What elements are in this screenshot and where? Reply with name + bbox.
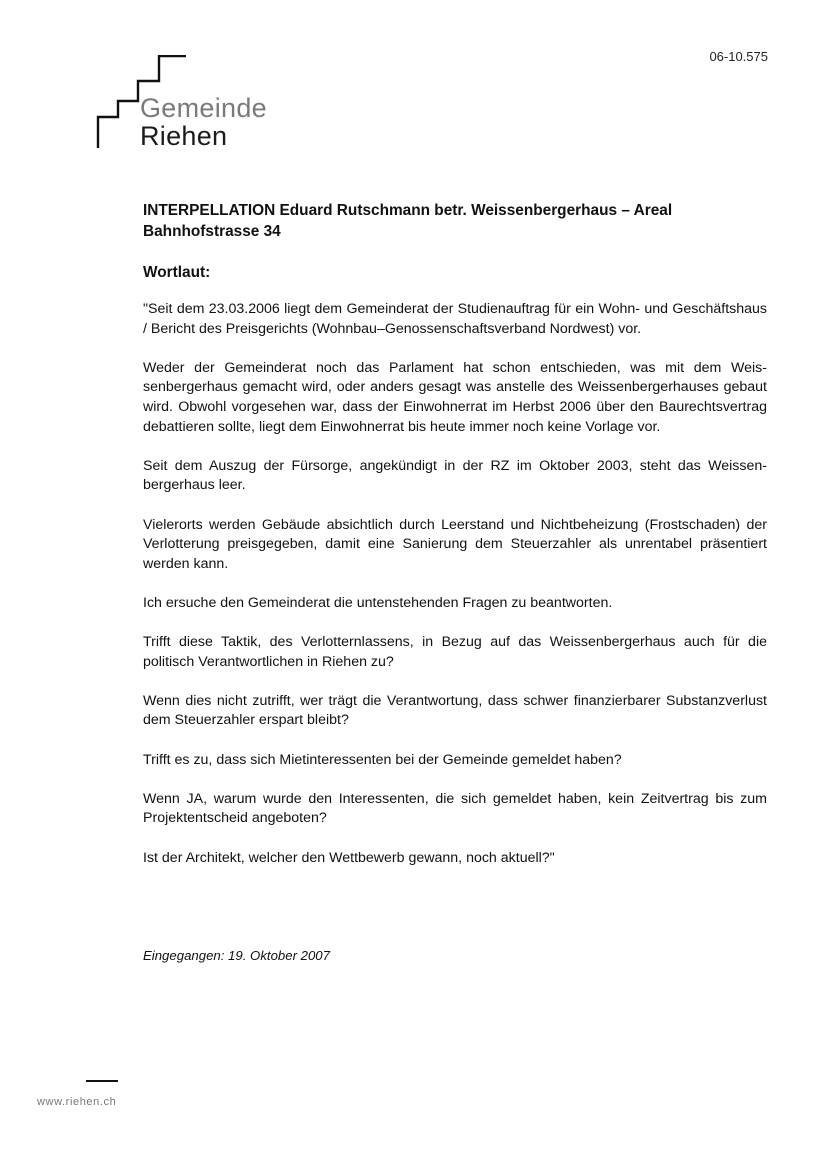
paragraph: Weder der Gemeinderat noch das Parlament hat schon entschieden, was mit dem Weissenbergerhaus gemacht wird, oder anders gesagt was anstelle des Weissenbergerhauses gebaut wird. Obwohl vorgesehen war, dass der Einwohnerrat im Herbst 2006 über den Baurechtsvertrag debattieren sollte, liegt dem Einwohnerrat bis heute immer noch keine Vorlage vor. [143, 359, 767, 435]
footer-website-url: www.riehen.ch [37, 1096, 117, 1108]
received-date: Eingegangen: 19. Oktober 2007 [143, 948, 330, 963]
document-body [143, 200, 767, 888]
paragraph: Vielerorts werden Gebäude absichtlich durch Leerstand und Nichtbeheizung (Frostschaden) der Verlotterung preisgegeben, damit eine Sanierung dem Steuerzahler als unrentabel präsentiert werden kann. [143, 516, 767, 572]
section-heading: Wortlaut: [143, 264, 211, 281]
paragraph: "Seit dem 23.03.2006 liegt dem Gemeinderat der Studienauftrag für ein Wohn- und Geschäftshaus / Bericht des Preisgerichts (Wohnbau–Genossenschaftsverband Nordwest) vor. [143, 301, 767, 337]
paragraph: Ich ersuche den Gemeinderat die untenstehenden Fragen zu beantworten. [143, 594, 613, 611]
paragraph: Seit dem Auszug der Fürsorge, angekündigt in der RZ im Oktober 2003, steht das Weissenbergerhaus leer. [143, 457, 767, 494]
document-title [143, 200, 767, 242]
paragraph: Wenn JA, warum wurde den Interessenten, die sich gemeldet haben, kein Zeitvertrag bis zum Projektentscheid angeboten? [143, 790, 767, 827]
logo-text-gemeinde: Gemeinde [140, 93, 267, 123]
paragraph: Ist der Architekt, welcher den Wettbewerb gewann, noch aktuell?" [143, 849, 555, 866]
logo-text-riehen: Riehen [140, 121, 228, 151]
paragraph: Trifft diese Taktik, des Verlotternlassens, in Bezug auf das Weissenbergerhaus auch für die politisch Verantwortlichen in Riehen zu? [143, 634, 767, 670]
paragraph: Wenn dies nicht zutrifft, wer trägt die Verantwortung, dass schwer finanzierbarer Substanzverlust dem Steuerzahler erspart bleibt? [143, 692, 767, 729]
reference-number: 06-10.575 [709, 49, 768, 64]
title-line-2: Bahnhofstrasse 34 [143, 223, 281, 240]
footer-divider [86, 1080, 118, 1082]
title-line-1: INTERPELLATION Eduard Rutschmann betr. Weissenbergerhaus – Areal [143, 202, 673, 219]
paragraph: Trifft es zu, dass sich Mietinteressenten bei der Gemeinde gemeldet haben? [143, 751, 622, 768]
gemeinde-riehen-logo [96, 55, 296, 155]
